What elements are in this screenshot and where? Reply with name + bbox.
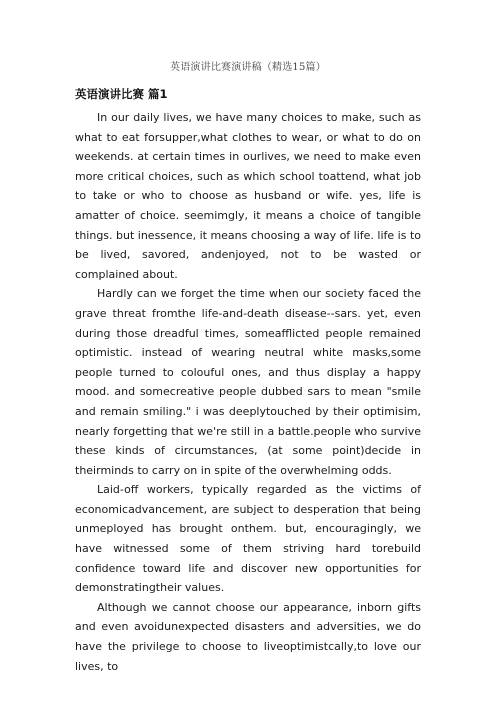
paragraph: Although we cannot choose our appearance, inborn gifts and even avoidunexpected disasters and adversities, we do have the privilege to choose to liveoptimistcally,to love our lives, to — [75, 600, 421, 673]
document-header: 英语演讲比赛演讲稿（精选15篇） — [170, 62, 326, 73]
document-body — [75, 108, 421, 676]
section-title: 英语演讲比赛 篇1 — [75, 87, 168, 101]
paragraph: Laid-off workers, typically regarded as the victims of economicadvancement, are subject to desperation that being unmeployed has brought onthem. but, encouragingly, we have witnessed some of them striving hard torebuild confidence toward life and discover new opportunities for demonstratingtheir values. — [75, 483, 421, 595]
paragraph: In our daily lives, we have many choices to make, such as what to eat forsupper,what clothes to wear, or what to do on weekends. at certain times in ourlives, we need to make even more critical choices, such as which school toattend, what job to take or who to choose as husband or wife. yes, life is amatter of choice. seemimgly, it means a choice of tangible things. but inessence, it means choosing a way of life. life is to be lived, savored, andenjoyed, not to be wasted or complained about. — [75, 111, 421, 281]
paragraph: Hardly can we forget the time when our society faced the grave threat fromthe life-and-death disease--sars. yet, even during those dreadful times, someafflicted people remained optimistic. instead of wearing neutral white masks,some people turned to colouful ones, and thus display a happy mood. and somecreative people dubbed sars to mean "smile and remain smiling." i was deeplytouched by their optimisim, nearly forgetting that we're still in a battle.people who survive these kinds of circumstances, (at some point)decide in theirminds to carry on in spite of the overwhelming odds. — [75, 287, 421, 477]
